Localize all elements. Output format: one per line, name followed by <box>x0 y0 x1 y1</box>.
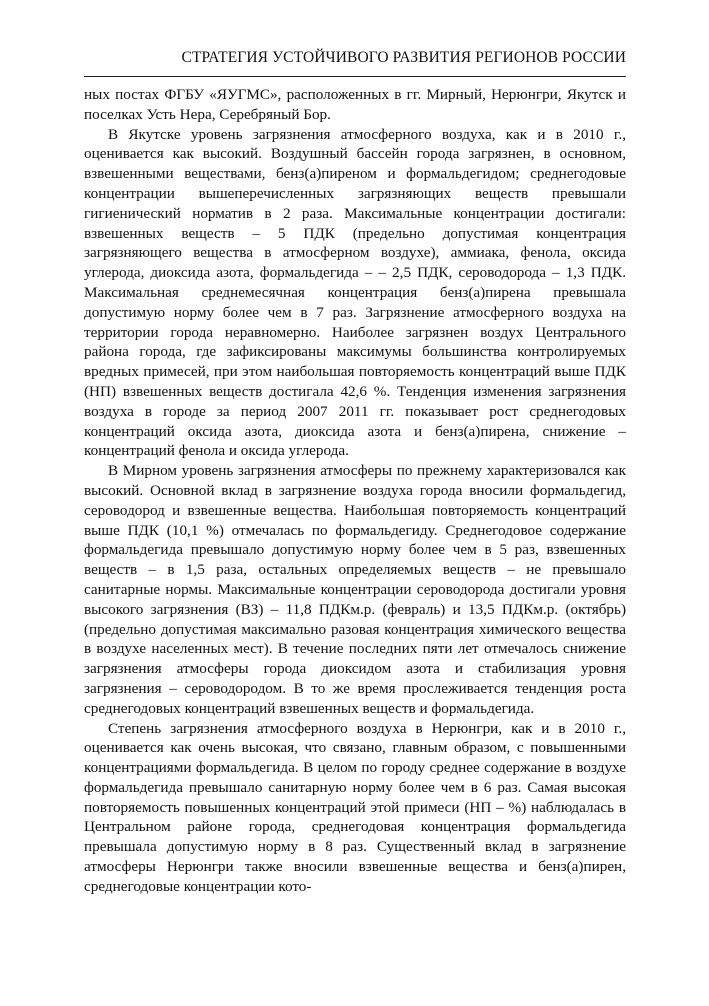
paragraph-mirny: В Мирном уровень загрязнения атмосферы по прежнему характеризовался как высокий. Основной вклад в загрязнение воздуха города вносили формальдегид, сероводород и взвешенные вещества. Наибольшая повторяемость концентраций выше ПДК (10,1 %) отмечалась по формальдегиду. Среднегодовое содержание формальдегида превышало допустимую норму более чем в 5 раз, взвешенных веществ – в 1,5 раза, остальных определяемых веществ – не превышало санитарные нормы. Максимальные концентрации сероводорода достигали уровня высокого загрязнения (ВЗ) – 11,8 ПДКм.р. (февраль) и 13,5 ПДКм.р. (октябрь) (предельно допустимая максимально разовая концентрация химического вещества в воздухе населенных мест). В течение последних пяти лет отмечалось снижение загрязнения атмосферы города диоксидом азота и стабилизация уровня загрязнения – сероводородом. В то же время прослеживается тенденция роста среднегодовых концентраций взвешенных веществ и формальдегида. <box>84 462 626 717</box>
paragraph-continuation: ных постах ФГБУ «ЯУГМС», расположенных в гг. Мирный, Нерюнгри, Якутск и поселках Усть Нера, Серебряный Бор. <box>84 86 626 123</box>
body-text <box>84 85 626 897</box>
running-header: СТРАТЕГИЯ УСТОЙЧИВОГО РАЗВИТИЯ РЕГИОНОВ РОССИИ <box>84 48 626 77</box>
document-page <box>84 48 626 897</box>
paragraph-neryungri: Степень загрязнения атмосферного воздуха в Нерюнгри, как и в 2010 г., оценивается как очень высокая, что связано, главным образом, с повышенными концентрациями формальдегида. В целом по городу среднее содержание в воздухе формальдегида превышало санитарную норму более чем в 6 раз. Самая высокая повторяемость повышенных концентраций этой примеси (НП – %) наблюдалась в Центральном районе города, среднегодовая концентрация формальдегида превышала допустимую норму в 8 раз. Существенный вклад в загрязнение атмосферы Нерюнгри также вносили взвешенные вещества и бенз(а)пирен, среднегодовые концентрации кото- <box>84 719 626 895</box>
paragraph-yakutsk: В Якутске уровень загрязнения атмосферного воздуха, как и в 2010 г., оценивается как высокий. Воздушный бассейн города загрязнен, в основном, взвешенными веществами, бенз(а)пиреном и формальдегидом; среднегодовые концентрации вышеперечисленных загрязняющих веществ превышали гигиенический норматив в 2 раза. Максимальные концентрации достигали: взвешенных веществ – 5 ПДК (предельно допустимая концентрация загрязняющего вещества в атмосферном воздухе), аммиака, фенола, оксида углерода, диоксида азота, формальдегида – – 2,5 ПДК, сероводорода – 1,3 ПДК. Максимальная среднемесячная концентрация бенз(а)пирена превышала допустимую норму более чем в 7 раз. Загрязнение атмосферного воздуха на территории города неравномерно. Наиболее загрязнен воздух Центрального района города, где зафиксированы максимумы большинства контролируемых вредных примесей, при этом наибольшая повторяемость концентраций выше ПДК (НП) взвешенных веществ достигала 42,6 %. Тенденция изменения загрязнения воздуха в городе за период 2007 2011 гг. показывает рост среднегодовых концентраций оксида азота, диоксида азота и бенз(а)пирена, снижение – концентраций фенола и оксида углерода. <box>84 125 626 460</box>
